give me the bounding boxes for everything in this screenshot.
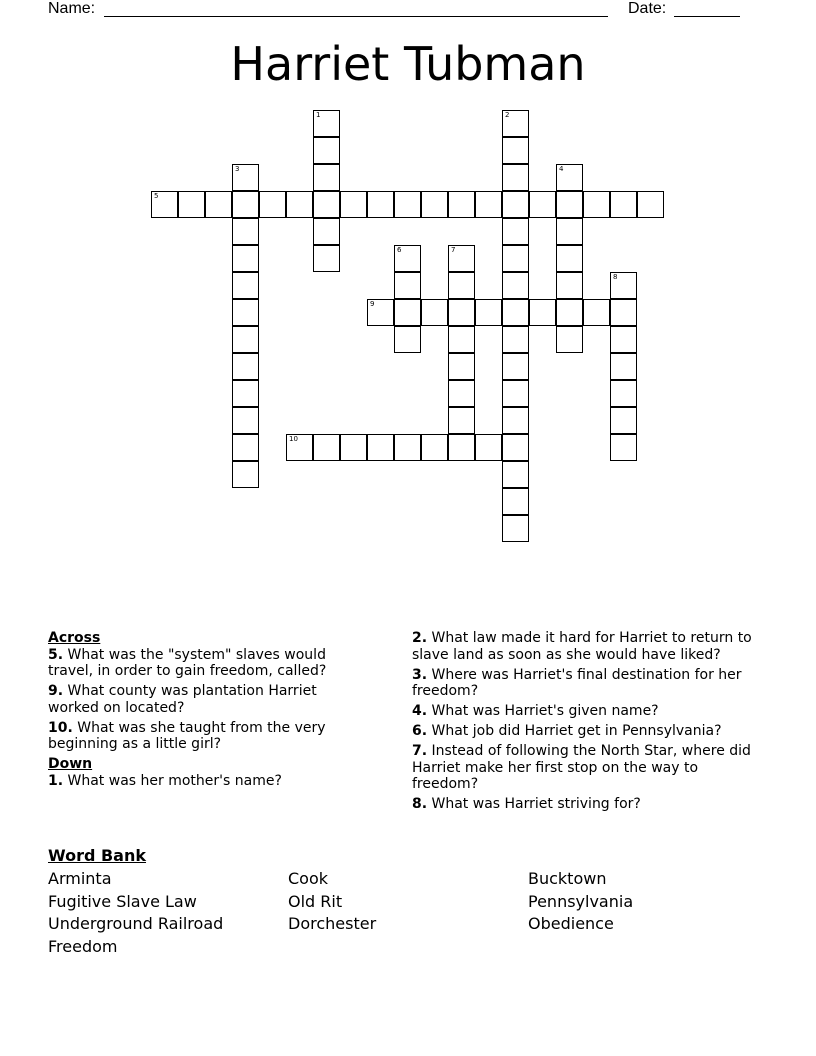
crossword-cell[interactable] [232, 326, 259, 353]
crossword-cell[interactable] [367, 299, 394, 326]
crossword-cell[interactable] [502, 380, 529, 407]
crossword-cell[interactable] [367, 434, 394, 461]
crossword-cell[interactable] [232, 164, 259, 191]
crossword-cell[interactable] [151, 191, 178, 218]
clue-item-text: What job did Harriet get in Pennsylvania? [427, 723, 722, 740]
crossword-cell[interactable] [286, 191, 313, 218]
crossword-cell[interactable] [178, 191, 205, 218]
crossword-cell[interactable] [421, 434, 448, 461]
crossword-cell[interactable] [502, 461, 529, 488]
word-bank-item: Dorchester [288, 914, 377, 934]
clue-item-text: What law made it hard for Harriet to return to slave land as soon as she would have liked? [412, 630, 752, 663]
crossword-cell[interactable] [232, 380, 259, 407]
crossword-cell[interactable] [394, 245, 421, 272]
clue-item-text: What county was plantation Harriet worked on located? [48, 683, 317, 716]
crossword-cell[interactable] [475, 299, 502, 326]
crossword-cell[interactable] [313, 164, 340, 191]
crossword-cell[interactable] [421, 299, 448, 326]
crossword-cell[interactable] [610, 434, 637, 461]
clue-item-number: 2. [412, 630, 428, 646]
clue-item-text: What was her mother's name? [63, 772, 282, 789]
crossword-cell[interactable] [556, 245, 583, 272]
clue-item [48, 773, 368, 790]
crossword-cell[interactable] [529, 191, 556, 218]
clue-item-text: Where was Harriet's final destination for her freedom? [412, 666, 742, 700]
word-bank-item: Old Rit [288, 891, 343, 911]
crossword-cell[interactable] [502, 110, 529, 137]
crossword-cell[interactable] [367, 191, 394, 218]
crossword-cell[interactable] [313, 110, 340, 137]
clue-item-number: 8. [412, 796, 428, 813]
crossword-cell[interactable] [556, 299, 583, 326]
word-bank-title: Word Bank [48, 846, 147, 865]
word-bank-item: Bucktown [528, 869, 607, 888]
crossword-cell[interactable] [610, 191, 637, 218]
name-label: Name: [48, 0, 96, 17]
crossword-cell[interactable] [232, 407, 259, 434]
clue-number: 4 [559, 165, 564, 173]
crossword-cell[interactable] [583, 191, 610, 218]
clue-item-number: 5. [48, 646, 64, 663]
crossword-cell[interactable] [529, 299, 556, 326]
word-bank [48, 846, 768, 958]
crossword-cell[interactable] [502, 515, 529, 542]
word-bank-item: Freedom [48, 936, 118, 956]
crossword-cell[interactable] [502, 488, 529, 515]
clue-item [412, 703, 768, 720]
crossword-cell[interactable] [448, 299, 475, 326]
crossword-cell[interactable] [232, 245, 259, 272]
clue-number: 10 [289, 435, 298, 443]
clue-item [412, 796, 768, 813]
crossword-cell[interactable] [232, 218, 259, 245]
clue-number: 3 [235, 165, 240, 173]
crossword-cell[interactable] [313, 137, 340, 164]
across-clue-list [48, 647, 368, 753]
clue-number: 5 [154, 192, 159, 200]
crossword-cell[interactable] [556, 272, 583, 299]
crossword-cell[interactable] [502, 164, 529, 191]
crossword-cell[interactable] [502, 245, 529, 272]
clue-item-text: What was she taught from the very beginning as a little girl? [48, 719, 326, 753]
clue-item [412, 667, 768, 700]
word-bank-item: Arminta [48, 869, 112, 888]
crossword-cell[interactable] [556, 326, 583, 353]
crossword-cell[interactable] [448, 326, 475, 353]
crossword-cell[interactable] [448, 434, 475, 461]
crossword-cell[interactable] [448, 272, 475, 299]
crossword-cell[interactable] [610, 353, 637, 380]
crossword-cell[interactable] [475, 191, 502, 218]
clue-item [48, 683, 368, 716]
clue-item-number: 9. [48, 683, 64, 700]
crossword-cell[interactable] [475, 434, 502, 461]
down-heading: Down [48, 756, 93, 773]
crossword-cell[interactable] [502, 272, 529, 299]
crossword-cell[interactable] [583, 299, 610, 326]
clue-number: 1 [316, 111, 321, 119]
date-label: Date: [628, 0, 667, 17]
crossword-cell[interactable] [556, 191, 583, 218]
across-heading: Across [48, 630, 101, 646]
crossword-cell[interactable] [394, 434, 421, 461]
crossword-cell[interactable] [313, 245, 340, 272]
crossword-cell[interactable] [502, 299, 529, 326]
word-bank-item: Pennsylvania [528, 891, 634, 911]
crossword-cell[interactable] [610, 407, 637, 434]
crossword-cell[interactable] [556, 164, 583, 191]
crossword-cell[interactable] [448, 191, 475, 218]
clue-item [412, 743, 768, 793]
clue-number: 7 [451, 246, 456, 254]
crossword-cell[interactable] [610, 272, 637, 299]
crossword-cell[interactable] [610, 380, 637, 407]
crossword-cell[interactable] [448, 353, 475, 380]
clue-item [412, 630, 768, 663]
crossword-cell[interactable] [232, 191, 259, 218]
crossword-cell[interactable] [448, 380, 475, 407]
crossword-cell[interactable] [313, 191, 340, 218]
clue-item [48, 720, 368, 753]
word-bank-item: Obedience [528, 914, 614, 934]
crossword-cell[interactable] [232, 272, 259, 299]
crossword-cell[interactable] [232, 299, 259, 326]
clue-number: 9 [370, 300, 375, 308]
crossword-cell[interactable] [232, 461, 259, 488]
down-clue-list-continued [412, 630, 768, 813]
crossword-cell[interactable] [502, 353, 529, 380]
crossword-cell[interactable] [502, 407, 529, 434]
clue-item-number: 3. [412, 666, 428, 683]
crossword-cell[interactable] [340, 434, 367, 461]
clue-item-number: 10. [48, 719, 73, 736]
crossword-cell[interactable] [610, 326, 637, 353]
crossword-cell[interactable] [313, 434, 340, 461]
clue-item-number: 4. [412, 703, 428, 720]
crossword-cell[interactable] [232, 434, 259, 461]
page-title: Harriet Tubman [230, 37, 586, 91]
crossword-cell[interactable] [610, 299, 637, 326]
clues-left-column [48, 630, 368, 793]
crossword-cell[interactable] [394, 326, 421, 353]
clue-item [48, 647, 368, 680]
crossword-cell[interactable] [556, 218, 583, 245]
crossword-cell[interactable] [313, 218, 340, 245]
crossword-cell[interactable] [394, 191, 421, 218]
crossword-cell[interactable] [394, 299, 421, 326]
crossword-cell[interactable] [448, 245, 475, 272]
word-bank-item: Underground Railroad [48, 914, 224, 934]
clue-item-text: What was the "system" slaves would travel, in order to gain freedom, called? [48, 646, 327, 679]
clue-item-text: What was Harriet's given name? [427, 703, 659, 720]
crossword-cell[interactable] [502, 137, 529, 164]
crossword-cell[interactable] [232, 353, 259, 380]
clues-right-column [412, 630, 768, 817]
crossword-cell[interactable] [502, 326, 529, 353]
clue-item [412, 723, 768, 740]
clue-number: 6 [397, 246, 402, 254]
down-clue-list [48, 773, 368, 790]
crossword-cell[interactable] [502, 434, 529, 461]
clue-number: 8 [613, 273, 618, 281]
crossword-cell[interactable] [286, 434, 313, 461]
crossword-cell[interactable] [394, 272, 421, 299]
clue-item-text: Instead of following the North Star, where did Harriet make her first stop on the way to freedom? [412, 743, 751, 793]
clue-item-text: What was Harriet striving for? [427, 796, 641, 813]
clue-item-number: 1. [48, 772, 64, 789]
crossword-cell[interactable] [205, 191, 232, 218]
clue-item-number: 7. [412, 743, 428, 760]
clue-item-number: 6. [412, 723, 428, 740]
clue-number: 2 [505, 111, 510, 119]
word-bank-item: Fugitive Slave Law [48, 891, 197, 911]
crossword-cell[interactable] [502, 191, 529, 218]
crossword-cell[interactable] [502, 218, 529, 245]
word-bank-item: Cook [288, 869, 329, 888]
crossword-cell[interactable] [448, 407, 475, 434]
word-bank-list [48, 868, 768, 958]
crossword-cell[interactable] [259, 191, 286, 218]
crossword-cell[interactable] [340, 191, 367, 218]
crossword-cell[interactable] [421, 191, 448, 218]
crossword-cell[interactable] [637, 191, 664, 218]
